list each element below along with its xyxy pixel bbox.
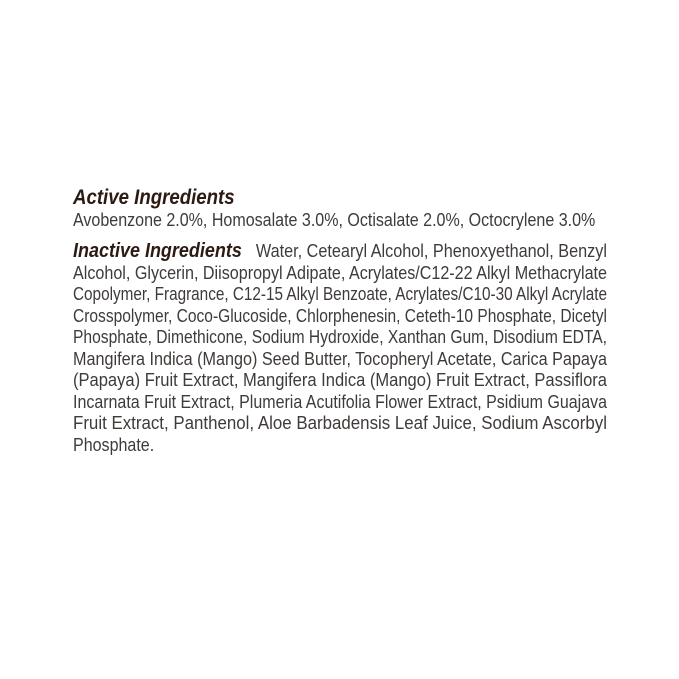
inactive-line-text: Copolymer, Fragrance, C12-15 Alkyl Benzoate, Acrylates/C10-30 Alkyl Acrylate — [73, 283, 607, 304]
active-ingredients-list: Avobenzone 2.0%, Homosalate 3.0%, Octisalate 2.0%, Octocrylene 3.0% — [73, 209, 596, 230]
inactive-first-line — [73, 240, 607, 262]
inactive-line-text: (Papaya) Fruit Extract, Mangifera Indica (Mango) Fruit Extract, Passiflora — [73, 369, 607, 390]
active-ingredients-heading: Active Ingredients — [73, 185, 235, 209]
inactive-line — [73, 283, 607, 305]
inactive-line-text: Phosphate. — [73, 433, 155, 455]
inactive-line-text: Incarnata Fruit Extract, Plumeria Acutifolia Flower Extract, Psidium Guajava — [73, 390, 607, 412]
inactive-line-text: Water, Cetearyl Alcohol, Phenoxyethanol, Benzyl — [255, 240, 607, 261]
inactive-line-text: Fruit Extract, Panthenol, Aloe Barbadensis Leaf Juice, Sodium Ascorbyl — [73, 412, 607, 433]
inactive-line-text: Mangifera Indica (Mango) Seed Butter, Tocopheryl Acetate, Carica Papaya — [73, 347, 607, 369]
inactive-line — [73, 391, 607, 413]
inactive-line — [73, 262, 607, 284]
inactive-line-text: Crosspolymer, Coco-Glucoside, Chlorphenesin, Ceteth-10 Phosphate, Dicetyl — [73, 304, 607, 326]
inactive-line-text: Phosphate, Dimethicone, Sodium Hydroxide, Xanthan Gum, Disodium EDTA, — [73, 326, 607, 347]
inactive-line — [73, 369, 607, 391]
ingredients-label — [73, 185, 607, 455]
inactive-line — [73, 326, 607, 348]
inactive-line — [73, 305, 607, 327]
inactive-ingredients-heading: Inactive Ingredients — [73, 239, 242, 262]
inactive-line-text: Alcohol, Glycerin, Diisopropyl Adipate, Acrylates/C12-22 Alkyl Methacrylate — [73, 261, 607, 283]
inactive-line — [73, 412, 607, 434]
inactive-line — [73, 348, 607, 370]
inactive-ingredients-paragraph — [73, 240, 607, 455]
inactive-line — [73, 434, 154, 456]
